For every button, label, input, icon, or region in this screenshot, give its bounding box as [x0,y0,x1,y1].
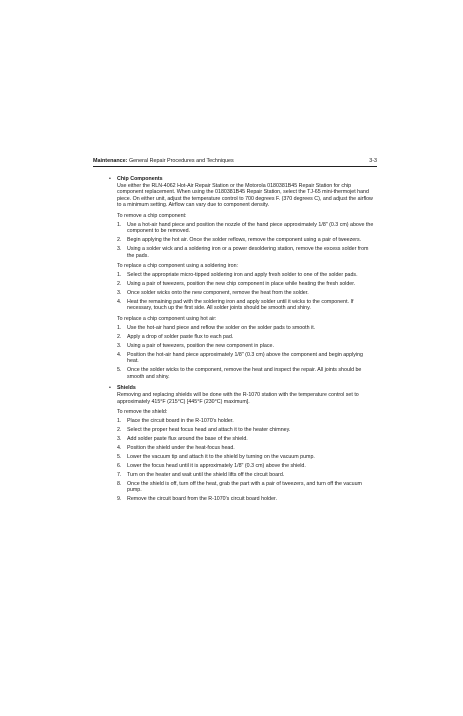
shields-section [109,385,375,503]
list-item [117,445,375,452]
header-section-label: Maintenance: [93,158,128,164]
list-item [117,246,375,259]
remove-shield-title: To remove the shield: [117,409,168,416]
step-number: 3. [117,246,122,253]
step-text: Heat the remaining pad with the soldering iron and apply solder until it wicks to the component. If necessary, touch up the first side. All solder joints should be smooth and shiny. [127,298,354,312]
list-item [117,222,375,235]
step-number: 2. [117,237,122,244]
replace-air-steps [117,325,375,381]
list-item [117,299,375,312]
list-item [117,352,375,365]
step-text: Begin applying the hot air. Once the solder reflows, remove the component using a pair of tweezers. [127,237,362,244]
list-item [117,481,375,494]
step-text: Position the shield under the heat-focus head. [127,444,235,451]
chip-components-heading: Chip Components [117,176,163,182]
step-text: Using a pair of tweezers, position the new chip component in place while heating the fresh solder. [127,280,356,287]
step-number: 2. [117,280,122,287]
step-number: 4. [117,298,122,305]
step-text: Add solder paste flux around the base of the shield. [127,435,248,442]
step-text: Using a solder wick and a soldering iron or a power desoldering station, remove the excess solder from the pads. [127,246,369,259]
step-number: 1. [117,417,122,424]
list-item [117,237,375,244]
step-text: Once solder wicks onto the new component, remove the heat from the solder. [127,289,309,296]
step-number: 1. [117,324,122,331]
list-item [117,436,375,443]
page-number: 3-3 [369,158,377,164]
list-item [117,343,375,350]
remove-chip-title: To remove a chip component: [117,212,187,219]
chip-components-section [109,176,375,380]
step-number: 2. [117,426,122,433]
step-text: Use a hot-air hand piece and position the nozzle of the hand piece approximately 1/8" (0.3 cm) above the component to be removed. [127,221,374,235]
step-text: Use the hot-air hand piece and reflow the solder on the solder pads to smooth it. [127,324,316,331]
bullet-marker: • [109,385,111,392]
chip-components-heading-row [109,176,375,183]
step-number: 1. [117,221,122,228]
header-section-title: General Repair Procedures and Techniques [127,158,234,164]
step-number: 1. [117,271,122,278]
list-item [117,281,375,288]
step-number: 3. [117,435,122,442]
step-text: Position the hot-air hand piece approximately 1/8" (0.3 cm) above the component and begin applying heat. [127,351,363,365]
step-text: Once the solder wicks to the component, remove the heat and inspect the repair. All joints should be smooth and shiny. [127,367,362,380]
list-item [117,454,375,461]
list-item [117,463,375,470]
chip-components-intro: Use either the RLN-4062 Hot-Air Repair Station or the Motorola 0180381B45 Repair Station for chip component replacement. When using the 0180381B45 Repair Station, select the TJ-65 mini-thermojet hand piece. On either unit, adjust the temperature control to 700 degrees F. (370 degrees C), and adjust the airflow to a minimum setting. Airflow can vary due to component density. [117,182,373,209]
step-number: 7. [117,471,122,478]
step-text: Lower the focus head until it is approximately 1/8" (0.3 cm) above the shield. [127,462,306,469]
replace-iron-title: To replace a chip component using a soldering iron: [117,263,239,270]
page-content [109,176,375,505]
step-number: 6. [117,462,122,469]
step-number: 3. [117,342,122,349]
step-text: Apply a drop of solder paste flux to each pad. [127,333,234,340]
replace-air-title: To replace a chip component using hot air: [117,316,217,323]
step-number: 5. [117,367,122,374]
remove-chip-steps [117,222,375,260]
step-text: Lower the vacuum tip and attach it to the shield by turning on the vacuum pump. [127,453,315,460]
step-text: Select the proper heat focus head and attach it to the heater chimney. [127,426,291,433]
list-item [117,272,375,279]
list-item [117,334,375,341]
list-item [117,418,375,425]
step-number: 8. [117,480,122,487]
step-number: 4. [117,444,122,451]
step-text: Using a pair of tweezers, position the new component in place. [127,342,274,349]
step-number: 4. [117,351,122,358]
step-text: Turn on the heater and wait until the shield lifts off the circuit board. [127,471,285,478]
running-header [93,158,377,165]
list-item [117,325,375,332]
list-item [117,290,375,297]
step-text: Select the appropriate micro-tipped soldering iron and apply fresh solder to one of the solder pads. [127,271,358,278]
list-item [117,472,375,479]
step-text: Remove the circuit board from the R-1070's circuit board holder. [127,496,277,503]
list-item [117,367,375,380]
list-item [117,427,375,434]
replace-iron-steps [117,272,375,312]
shields-intro: Removing and replacing shields will be done with the R-1070 station with the temperature control set to approximately 415°F (215°C) [445°F (230°C) maximum]. [117,391,359,405]
step-text: Once the shield is off, turn off the heat, grab the part with a pair of tweezers, and turn off the vacuum pump. [127,480,362,494]
bullet-marker: • [109,176,111,182]
step-text: Place the circuit board in the R-1070's holder. [127,417,234,424]
step-number: 2. [117,333,122,340]
header-rule [93,166,377,167]
list-item [117,496,375,503]
step-number: 3. [117,289,122,296]
step-number: 5. [117,453,122,460]
remove-shield-steps [117,418,375,503]
step-number: 9. [117,496,122,503]
shields-heading: Shields [117,385,136,392]
shields-heading-row [109,385,375,392]
